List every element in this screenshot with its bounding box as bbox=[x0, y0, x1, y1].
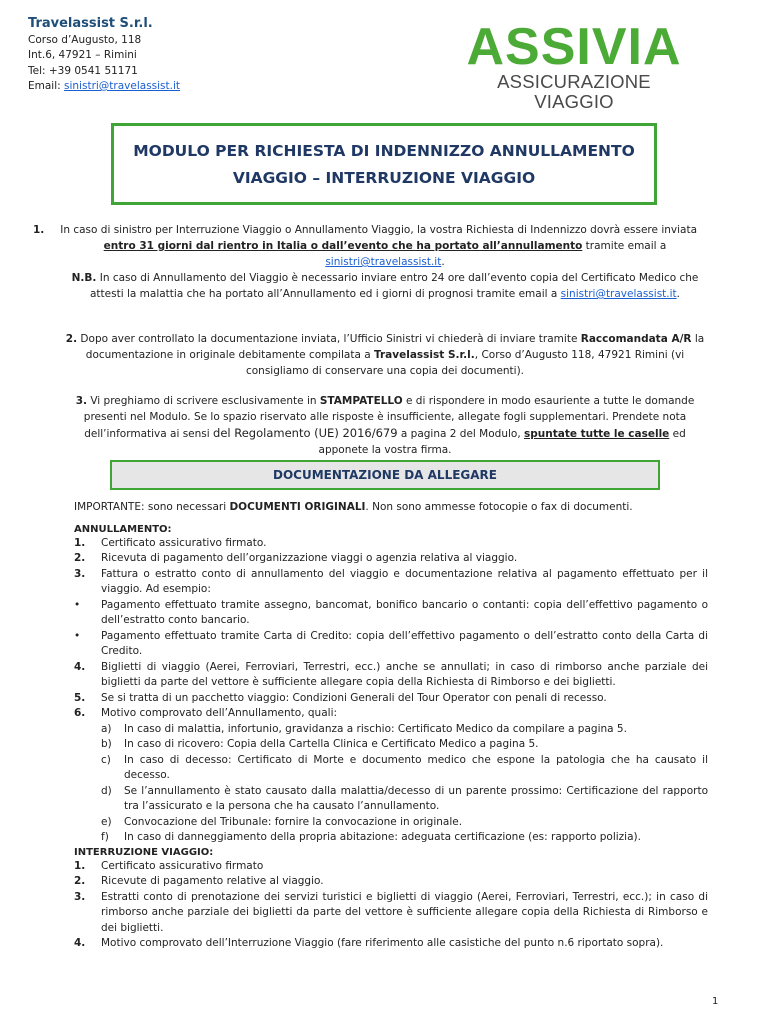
list-item-text: Ricevuta di pagamento dell’organizzazione viaggi o agenzia relativa al viaggio. bbox=[101, 552, 518, 564]
intro-p1-end: . bbox=[441, 256, 445, 268]
list-item bbox=[74, 660, 708, 691]
annullamento-list bbox=[74, 536, 708, 846]
company-address-2: Int.6, 47921 – Rimini bbox=[28, 49, 137, 61]
list-item bbox=[74, 691, 708, 707]
interruzione-heading: INTERRUZIONE VIAGGIO: bbox=[74, 846, 214, 858]
section-title-box: DOCUMENTAZIONE DA ALLEGARE bbox=[110, 460, 660, 490]
list-item-text: Certificato assicurativo firmato bbox=[101, 859, 264, 872]
sub-list-marker: c) bbox=[101, 753, 111, 766]
intro-p1-email-link[interactable]: sinistri@travelassist.it bbox=[325, 256, 442, 268]
intro-p2-text-3: , Corso d’Augusto 118, 47921 Rimini (vi consigliamo di conservare una copia dei documenti). bbox=[245, 349, 685, 377]
list-item-text: Certificato assicurativo firmato. bbox=[101, 536, 267, 549]
important-text: IMPORTANTE: sono necessari bbox=[74, 501, 230, 513]
sub-list-item bbox=[101, 753, 708, 784]
company-phone: Tel: +39 0541 51171 bbox=[28, 64, 138, 77]
annullamento-heading: ANNULLAMENTO: bbox=[74, 523, 172, 535]
list-item-text: Pagamento effettuato tramite assegno, bancomat, bonifico bancario o contanti: copia dell’effettivo pagamento o dell’estratto conto bancario. bbox=[101, 598, 708, 626]
intro-p2-text: Dopo aver controllato la documentazione inviata, l’Ufficio Sinistri vi chiederà di inviare tramite bbox=[77, 333, 581, 345]
form-title-line-2: VIAGGIO – INTERRUZIONE VIAGGIO bbox=[232, 169, 536, 187]
email-label: Email: bbox=[28, 80, 65, 92]
list-marker: 2. bbox=[74, 875, 86, 887]
sub-list-marker: f) bbox=[101, 831, 109, 843]
intro-p2-text-2: la documentazione in originale debitamente compilata a bbox=[85, 333, 705, 361]
list-item bbox=[74, 551, 708, 567]
nb-text: In caso di Annullamento del Viaggio è necessario inviare entro 24 ore dall’evento copia del Certificato Medico che attesti la malattia che ha portato all’Annullamento ed i giorni di prognosi tramite email a bbox=[90, 272, 699, 300]
list-marker: 3. bbox=[74, 567, 86, 580]
intro-p3-text: Vi preghiamo di scrivere esclusivamente in bbox=[87, 395, 320, 407]
sub-list-marker: b) bbox=[101, 738, 112, 750]
list-marker: 5. bbox=[74, 691, 86, 704]
intro-p3-regulation: del Regolamento (UE) 2016/679 bbox=[213, 426, 398, 440]
important-text-2: . Non sono ammesse fotocopie o fax di documenti. bbox=[365, 501, 633, 513]
list-item-text: Biglietti di viaggio (Aerei, Ferroviari, Terrestri, ecc.) anche se annullati; in caso di rimborso anche parziale dei biglietti da parte del vettore è sufficiente allegare copia della Richiesta di Rimborso e dei biglietti. bbox=[101, 660, 708, 688]
list-marker: 2. bbox=[74, 552, 86, 564]
sub-list-item bbox=[101, 815, 708, 831]
bullet-marker: • bbox=[74, 629, 81, 642]
company-info bbox=[28, 16, 180, 95]
intro-number-1: 1. bbox=[32, 224, 45, 236]
list-item-text: Pagamento effettuato tramite Carta di Credito: copia dell’effettivo pagamento o dell’estratto conto della Carta di Credito. bbox=[101, 629, 708, 657]
company-email-link[interactable]: sinistri@travelassist.it bbox=[64, 80, 181, 92]
form-title-line-1: MODULO PER RICHIESTA DI INDENNIZZO ANNULLAMENTO bbox=[133, 142, 635, 160]
sub-list-marker: d) bbox=[101, 784, 112, 797]
sub-list-item bbox=[101, 722, 708, 738]
important-bold: DOCUMENTI ORIGINALI bbox=[229, 501, 366, 513]
list-item bbox=[74, 536, 708, 552]
form-title-box bbox=[111, 123, 657, 205]
interruzione-list bbox=[74, 859, 708, 952]
list-item-text: Motivo comprovato dell’Interruzione Viaggio (fare riferimento alle casistiche del punto n.6 riportato sopra). bbox=[101, 937, 664, 949]
list-item-text: Motivo comprovato dell’Annullamento, quali: bbox=[101, 707, 338, 719]
list-item-text: Ricevute di pagamento relative al viaggio. bbox=[101, 875, 324, 887]
sub-list-item bbox=[101, 737, 708, 753]
list-item-text: Se si tratta di un pacchetto viaggio: Condizioni Generali del Tour Operator con penali di recesso. bbox=[101, 691, 607, 704]
nb-end: . bbox=[676, 288, 680, 300]
list-item-text: Estratti conto di prenotazione dei servizi turistici e biglietti di viaggio (Aerei, Ferroviari, Terrestri, ecc.); in caso di rimborso anche parziale dei biglietti da parte del vettore è sufficiente allegare copia della Richiesta di Rimborso e dei biglietti. bbox=[101, 890, 708, 934]
list-marker: 3. bbox=[74, 890, 86, 903]
list-marker: 1. bbox=[74, 536, 86, 549]
intro-number-2: 2. bbox=[65, 333, 78, 345]
intro-p3-text-3: a pagina 2 del Modulo, bbox=[397, 428, 524, 440]
intro-p2-bold-1: Raccomandata A/R bbox=[580, 333, 692, 345]
logo-main-text: ASSIVIA bbox=[466, 18, 682, 76]
intro-number-3: 3. bbox=[75, 395, 88, 407]
intro-p2-bold-2: Travelassist S.r.l. bbox=[374, 349, 475, 361]
intro-p3-text-2: e di rispondere in modo esauriente a tutte le domande presenti nel Modulo. Se lo spazio riservato alle risposte è insufficiente, allegate fogli supplementari. Prendete nota dell’informativa ai sensi bbox=[83, 395, 695, 440]
company-email-line bbox=[28, 79, 180, 95]
logo-sub-text: ASSICURAZIONE VIAGGIO bbox=[497, 71, 651, 112]
list-item bbox=[74, 936, 708, 952]
sub-list-item-text: In caso di ricovero: Copia della Cartella Clinica e Certificato Medico a pagina 5. bbox=[124, 738, 539, 750]
intro-p3-bold-2: spuntate tutte le caselle bbox=[524, 428, 670, 440]
sub-list-item-text: In caso di danneggiamento della propria abitazione: adeguata certificazione (es: rapporto polizia). bbox=[124, 831, 641, 843]
list-item bbox=[74, 598, 708, 629]
sub-list-item-text: Se l’annullamento è stato causato dalla malattia/decesso di un parente prossimo: Certificazione del rapporto tra l’assicurato e la persona che ha causato l’annullamento. bbox=[124, 784, 708, 812]
sub-list-item-text: In caso di decesso: Certificato di Morte e documento medico che espone la patologia che ha causato il decesso. bbox=[124, 753, 708, 781]
intro-paragraph-2 bbox=[60, 331, 710, 379]
assivia-logo bbox=[456, 18, 692, 112]
list-item bbox=[74, 890, 708, 937]
company-name: Travelassist S.r.l. bbox=[28, 16, 153, 31]
intro-paragraph-3 bbox=[60, 393, 710, 458]
intro-p3-bold-1: STAMPATELLO bbox=[319, 395, 403, 407]
sub-list-marker: a) bbox=[101, 722, 112, 735]
sub-list-item-text: In caso di malattia, infortunio, gravidanza a rischio: Certificato Medico da compilare a pagina 5. bbox=[124, 722, 627, 735]
list-marker: 1. bbox=[74, 859, 86, 872]
intro-p3-text-4: ed apponete la vostra firma. bbox=[318, 428, 686, 456]
sub-list-item-text: Convocazione del Tribunale: fornire la convocazione in originale. bbox=[124, 815, 463, 828]
list-marker: 4. bbox=[74, 660, 86, 673]
list-item bbox=[74, 629, 708, 660]
sub-list-item bbox=[101, 784, 708, 815]
nb-email-link[interactable]: sinistri@travelassist.it bbox=[560, 288, 677, 300]
documentation-list bbox=[74, 500, 708, 952]
list-item-text: Fattura o estratto conto di annullamento del viaggio e documentazione relativa al pagamento effettuato per il viaggio. Ad esempio: bbox=[101, 567, 708, 595]
company-address-1: Corso d’Augusto, 118 bbox=[28, 33, 142, 46]
intro-p1-text: In caso di sinistro per Interruzione Viaggio o Annullamento Viaggio, la vostra Richiesta di Indennizzo dovrà essere inviata bbox=[60, 224, 698, 236]
page-number: 1 bbox=[712, 996, 719, 1007]
list-marker: 4. bbox=[74, 937, 86, 949]
sub-list-marker: e) bbox=[101, 815, 112, 828]
nb-label: N.B. bbox=[71, 272, 97, 284]
list-item bbox=[74, 874, 708, 890]
intro-paragraph-1 bbox=[32, 222, 710, 302]
intro-p1-bold: entro 31 giorni dal rientro in Italia o dall’evento che ha portato all’annullamento bbox=[103, 240, 583, 252]
list-item bbox=[74, 706, 708, 722]
sub-list-item bbox=[101, 830, 708, 846]
list-marker: 6. bbox=[74, 707, 86, 719]
intro-p1-text-2: tramite email a bbox=[582, 240, 667, 252]
bullet-marker: • bbox=[74, 598, 81, 611]
list-item bbox=[74, 567, 708, 598]
list-item bbox=[74, 859, 708, 875]
important-note bbox=[74, 500, 708, 516]
